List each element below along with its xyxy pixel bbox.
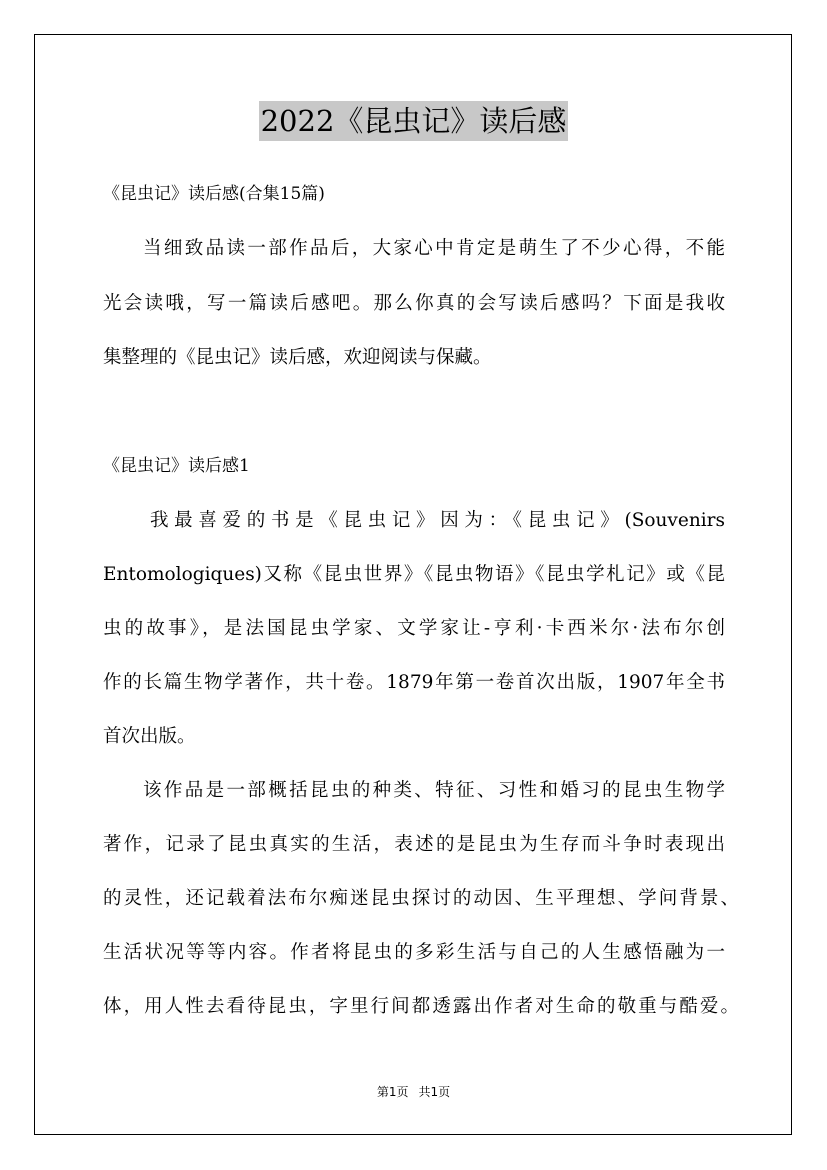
page-footer bbox=[0, 1084, 827, 1100]
paragraph-line: 我最喜爱的书是《昆虫记》因为：《昆虫记》(Souvenirs bbox=[150, 510, 725, 531]
collection-title: 《昆虫记》读后感(合集15篇) bbox=[103, 184, 325, 204]
section-heading: 《昆虫记》读后感1 bbox=[103, 456, 250, 476]
intro-line: 当细致品读一部作品后，大家心中肯定是萌生了不少心得，不能 bbox=[143, 238, 725, 259]
page-number: 第1页 bbox=[376, 1085, 409, 1099]
title-container bbox=[0, 101, 827, 141]
paragraph-line: 著作，记录了昆虫真实的生活，表述的是昆虫为生存而斗争时表现出 bbox=[103, 834, 725, 855]
page-total: 共1页 bbox=[418, 1085, 451, 1099]
intro-line: 光会读哦，写一篇读后感吧。那么你真的会写读后感吗？下面是我收 bbox=[103, 293, 725, 314]
paragraph-line: Entomologiques)又称《昆虫世界》《昆虫物语》《昆虫学札记》或《昆 bbox=[103, 564, 725, 585]
paragraph-line: 虫的故事》，是法国昆虫学家、文学家让-亨利·卡西米尔·法布尔创 bbox=[103, 618, 725, 639]
paragraph-line: 作的长篇生物学著作，共十卷。1879年第一卷首次出版，1907年全书 bbox=[103, 672, 725, 693]
paragraph-line: 生活状况等等内容。作者将昆虫的多彩生活与自己的人生感悟融为一 bbox=[103, 942, 725, 963]
paragraph-line: 体，用人性去看待昆虫，字里行间都透露出作者对生命的敬重与酷爱。 bbox=[103, 996, 739, 1017]
paragraph-line: 该作品是一部概括昆虫的种类、特征、习性和婚习的昆虫生物学 bbox=[143, 780, 725, 801]
paragraph-line: 首次出版。 bbox=[103, 726, 196, 747]
intro-line: 集整理的《昆虫记》读后感，欢迎阅读与保藏。 bbox=[103, 347, 492, 368]
document-title: 2022《昆虫记》读后感 bbox=[259, 101, 569, 141]
paragraph-line: 的灵性，还记载着法布尔痴迷昆虫探讨的动因、生平理想、学问背景、 bbox=[103, 888, 739, 909]
